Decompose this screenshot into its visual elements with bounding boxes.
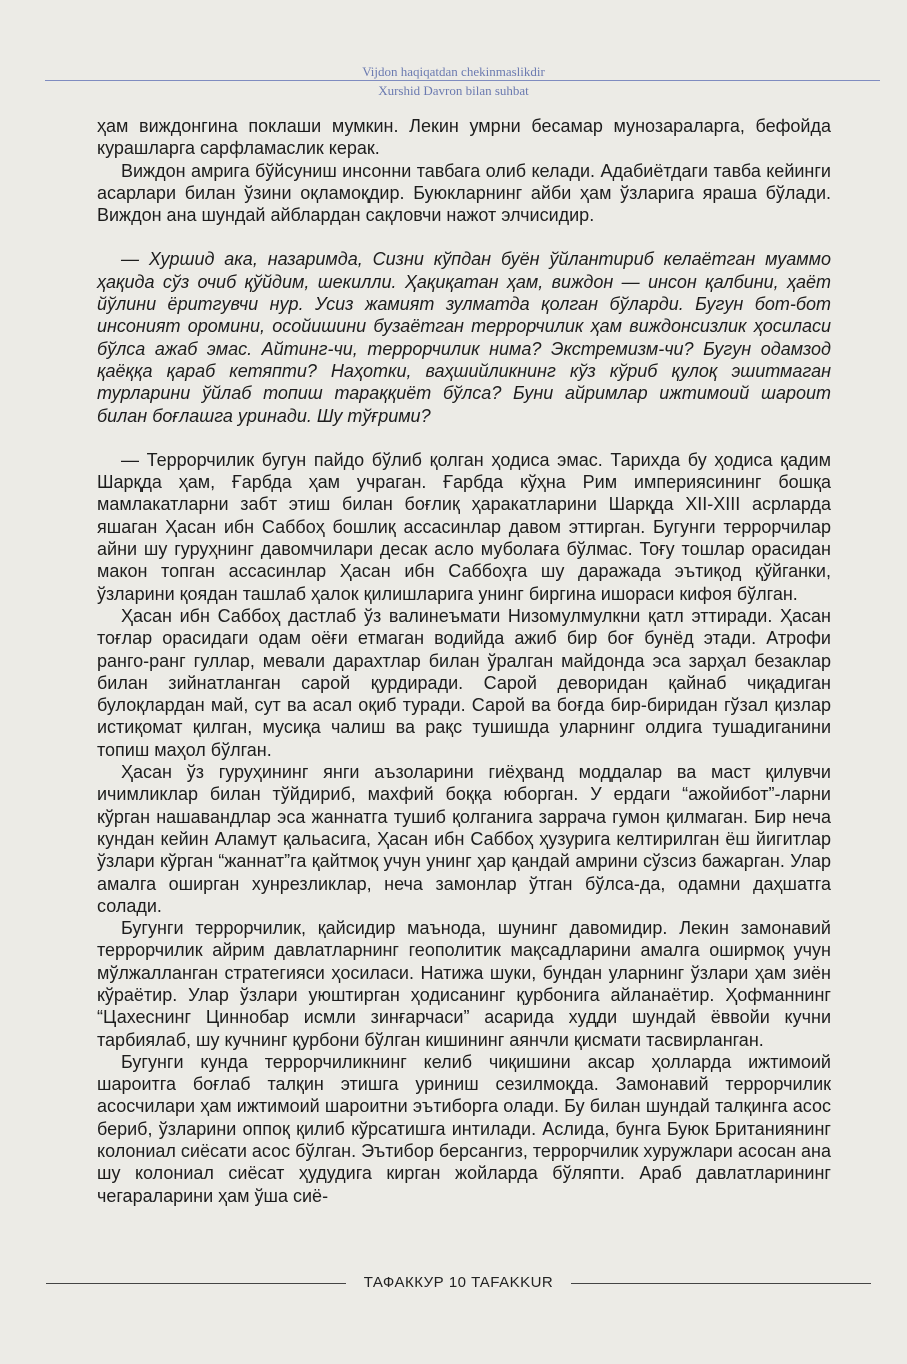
header-subtitle: Xurshid Davron bilan suhbat	[378, 83, 529, 98]
answer-paragraph-2: Ҳасан ибн Саббоҳ дастлаб ўз валинеъмати Низомулмулкни қатл эттиради. Ҳасан тоғлар орасидаги одам оёғи етмаган водийда ажиб бир боғ бунёд этади. Атрофи ранго-ранг гуллар, мевали дарахтлар билан ўралган майдонда эса зарҳал безаклар билан зийнатланган сарой қурдиради. Сарой деворидан қайнаб чиқадиган булоқлардан май, сут ва асал оқиб туради. Сарой ва боғда бир-биридан гўзал қизлар истиқомат қилган, мусиқа чалиш ва рақс тушишда уларнинг олдига тушадиганини топиш маҳол бўлган.	[97, 605, 831, 760]
answer-paragraph-5: Бугунги кунда террорчиликнинг келиб чиқишини аксар ҳолларда ижтимоий шароитга боғлаб талқин этишга уриниш сезилмоқда. Замонавий террорчилик асосчилари ҳам ижтимоий шароитни эътиборга олади. Бу билан шундай талқинга асос бериб, ўзларини оппоқ қилиб кўрсатишга интилади. Аслида, бунга Буюк Британиянинг колониал сиёсати асос бўлган. Эътибор берсангиз, террорчилик хуружлари асосан ана шу колониал сиёсат ҳудудига кирган жойларда бўляпти. Араб давлатларининг чегараларини ҳам ўша сиё-	[97, 1051, 831, 1206]
header-title: Vijdon haqiqatdan chekinmaslikdir	[362, 64, 545, 79]
answer-paragraph-4: Бугунги террорчилик, қайсидир маънода, шунинг давомидир. Лекин замонавий террорчилик айрим давлатларнинг геополитик мақсадларини амалга оширмоқ учун мўлжалланган стратегияси ҳосиласи. Натижа шуки, бундан уларнинг ўзлари ҳам зиён кўраётир. Улар ўзлари уюштирган ҳодисанинг қурбонига айланаётир. Ҳофманнинг “Цахеснинг Циннобар исмли зинғарчаси” асарида худди шундай ёввойи кучни тарбиялаб, шу кучнинг қурбони бўлган кишининг аянчли қисмати тасвирланган.	[97, 918, 831, 1050]
page-footer	[0, 1272, 907, 1296]
footer-rule-right	[571, 1283, 871, 1284]
article-body	[97, 115, 831, 1207]
answer-paragraph-3: Ҳасан ўз гуруҳининг янги аъзоларини гиёҳванд моддалар ва маст қилувчи ичимликлар билан тўйдириб, махфий боққа юборган. У ердаги “ажойибот”-ларни кўрган нашавандлар эса жаннатга тушиб қолганига заррача гумон қилмаган. Бир неча кундан кейин Аламут қальасига, Ҳасан ибн Саббоҳ ҳузурига келтирилган ёш йигитлар ўзлари кўрган “жаннат”га қайтмоқ учун унинг ҳар қандай амрини сўзсиз бажарган. Улар амалга оширган хунрезликлар, неча замонлар ўтган бўлса-да, одамни даҳшатга солади.	[97, 762, 831, 916]
footer-page-label: ТАФАККУР 10 TAFAKKUR	[363, 1274, 554, 1291]
question-paragraph: — Хуршид ака, назаримда, Сизни кўпдан буён ўйлантириб келаётган муаммо ҳақида сўз очиб қўйдим, шекилли. Ҳақиқатан ҳам, виждон — инсон қалбини, ҳаёт йўлини ёритгувчи нур. Усиз жамият зулматда қолган бўларди. Бугун бот-бот инсоният оромини, осойишини бузаётган террорчилик ҳам виждонсизлик ҳосиласи бўлса ажаб эмас. Айтинг-чи, террорчилик нима? Экстремизм-чи? Бугун одамзод қаёққа қараб кетяпти? Наҳотки, ваҳшийликнинг кўз кўриб қулоқ эшитмаган турларини ўйлаб топиш тараққиёт бўлса? Буни айримлар ижтимоий шароит билан боғлашга уринади. Шу тўғрими?	[97, 249, 831, 426]
footer-rule-left	[46, 1283, 346, 1284]
paragraph-2: Виждон амрига бўйсуниш инсонни тавбага олиб келади. Адабиётдаги тавба кейинги асарлари билан ўзини оқламоқдир. Буюкларнинг айби ҳам ўзларига яраша бўлади. Виждон ана шундай айблардан сақловчи нажот элчисидир.	[97, 160, 831, 226]
header-rule	[45, 80, 880, 81]
paragraph-1: ҳам виждонгина поклаши мумкин. Лекин умрни бесамар мунозараларга, бефойда курашларга сарфламаслик керак.	[97, 116, 831, 159]
answer-paragraph-1: — Террорчилик бугун пайдо бўлиб қолган ҳодиса эмас. Тарихда бу ҳодиса қадим Шарқда ҳам, Ғарбда ҳам учраган. Ғарбда кўҳна Рим империясининг бошқа мамлакатларни забт этиш билан боғлиқ ҳаракатларини Шарқда XII-XIII асрларда яшаган Ҳасан ибн Саббоҳ бошлиқ ассасинлар давом эттирган. Бугунги террорчилар айни шу гуруҳнинг давомчилари десак асло муболаға бўлмас. Тоғу тошлар орасидан макон топган ассасинлар Ҳасан ибн Саббоҳга шу даражада эътиқод қўйганки, ўзларини қоядан ташлаб ҳалок қилишларига унинг биргина ишораси кифоя бўлган.	[97, 449, 831, 604]
